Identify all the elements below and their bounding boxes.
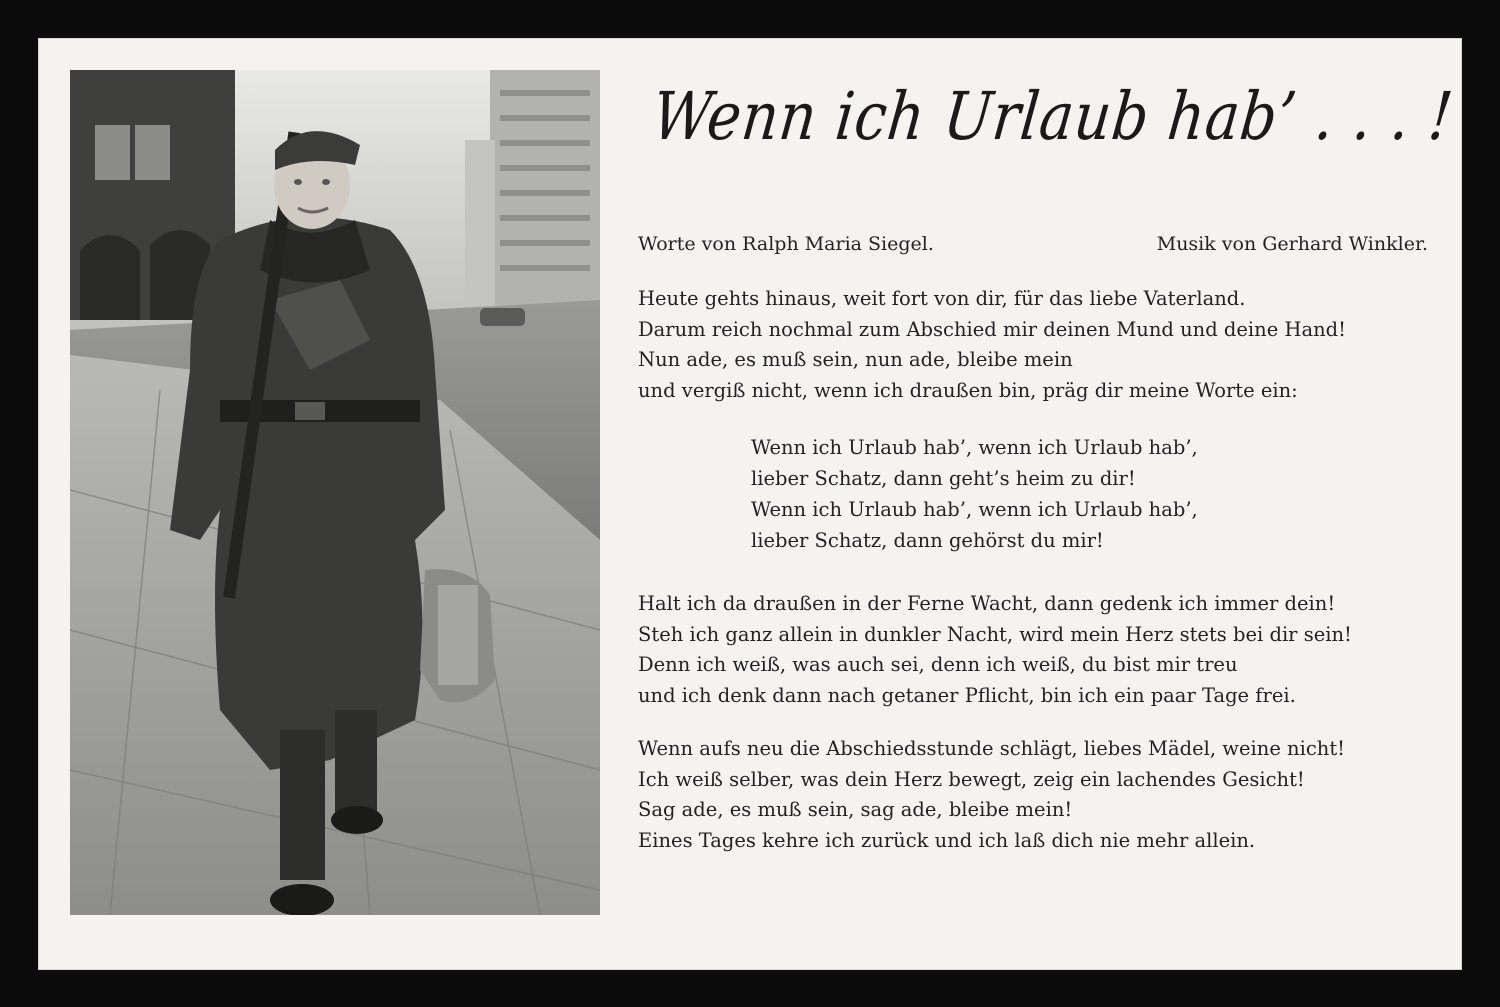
verse-line: und vergiß nicht, wenn ich draußen bin, präg dir meine Worte ein: bbox=[638, 378, 1298, 402]
verse-1 bbox=[638, 284, 1346, 406]
verse-line: Steh ich ganz allein in dunkler Nacht, wird mein Herz stets bei dir sein! bbox=[638, 622, 1352, 646]
verse-line: Denn ich weiß, was auch sei, denn ich weiß, du bist mir treu bbox=[638, 653, 1238, 676]
verse-line: Eines Tages kehre ich zurück und ich laß dich nie mehr allein. bbox=[638, 828, 1256, 852]
verse-line: Sag ade, es muß sein, sag ade, bleibe mein! bbox=[638, 798, 1073, 821]
verse-line: Ich weiß selber, was dein Herz bewegt, zeig ein lachendes Gesicht! bbox=[638, 767, 1305, 791]
verse-line: und ich denk dann nach getaner Pflicht, bin ich ein paar Tage frei. bbox=[638, 683, 1296, 707]
composer-credit: Musik von Gerhard Winkler. bbox=[1156, 233, 1428, 255]
verse-3 bbox=[638, 734, 1345, 856]
verse-2 bbox=[638, 589, 1352, 711]
refrain-line: lieber Schatz, dann geht’s heim zu dir! bbox=[751, 467, 1136, 490]
soldier-photo-illustration bbox=[70, 70, 600, 915]
refrain-line: Wenn ich Urlaub hab’, wenn ich Urlaub hab’, bbox=[751, 436, 1198, 459]
verse-line: Halt ich da draußen in der Ferne Wacht, dann gedenk ich immer dein! bbox=[638, 592, 1336, 615]
postcard bbox=[38, 38, 1462, 970]
verse-line: Darum reich nochmal zum Abschied mir deinen Mund und deine Hand! bbox=[638, 317, 1346, 341]
soldier-photo bbox=[70, 70, 600, 915]
credits bbox=[638, 233, 1428, 255]
refrain-line: lieber Schatz, dann gehörst du mir! bbox=[751, 529, 1104, 552]
refrain-line: Wenn ich Urlaub hab’, wenn ich Urlaub hab’, bbox=[751, 498, 1198, 521]
verse-line: Nun ade, es muß sein, nun ade, bleibe mein bbox=[638, 348, 1073, 371]
verse-line: Wenn aufs neu die Abschiedsstunde schlägt, liebes Mädel, weine nicht! bbox=[638, 737, 1345, 760]
refrain bbox=[751, 432, 1198, 556]
verse-line: Heute gehts hinaus, weit fort von dir, für das liebe Vaterland. bbox=[638, 287, 1246, 310]
song-title: Wenn ich Urlaub hab’ . . . ! bbox=[648, 78, 1457, 155]
lyricist-credit: Worte von Ralph Maria Siegel. bbox=[638, 233, 934, 255]
